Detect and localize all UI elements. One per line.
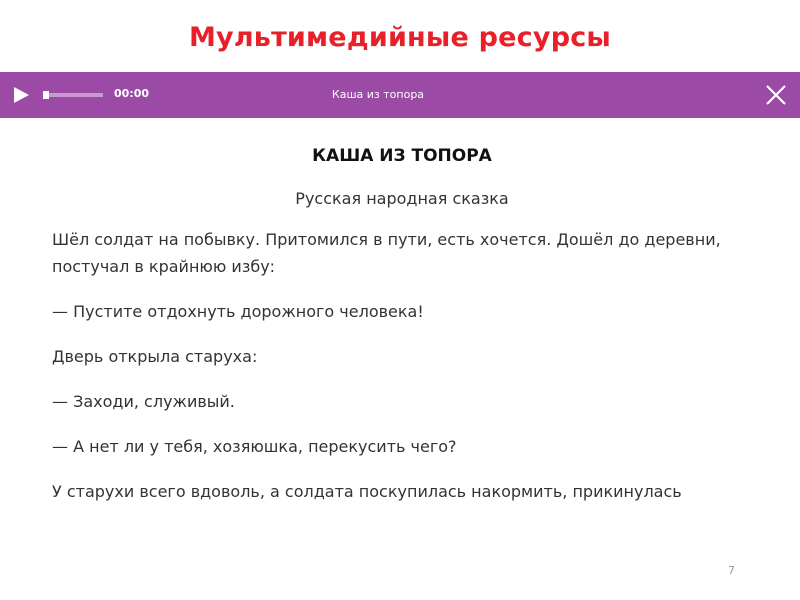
story-paragraph: — Пустите отдохнуть дорожного человека!	[52, 302, 424, 321]
close-icon	[764, 83, 788, 107]
story-paragraph: Дверь открыла старуха:	[52, 347, 258, 366]
story-content[interactable]	[52, 118, 752, 520]
slide-title: Мультимедийные ресурсы	[188, 22, 612, 53]
story-subtitle: Русская народная сказка	[295, 189, 509, 208]
page-number: 7	[728, 564, 735, 577]
story-paragraph: У старухи всего вдоволь, а солдата поскупилась накормить, прикинулась	[52, 482, 682, 501]
story-title: КАША ИЗ ТОПОРА	[312, 146, 492, 166]
story-paragraph: — Заходи, служивый.	[52, 392, 235, 411]
story-paragraph: — А нет ли у тебя, хозяюшка, перекусить чего?	[52, 437, 457, 456]
track-title: Каша из топора	[331, 88, 425, 101]
story-paragraph: Шёл солдат на побывку. Притомился в пути, есть хочется. Дошёл до деревни, постучал в крайнюю избу:	[52, 230, 721, 276]
close-button[interactable]	[764, 83, 788, 107]
time-readout: 00:00	[114, 87, 150, 100]
audio-player-bar	[0, 72, 800, 118]
